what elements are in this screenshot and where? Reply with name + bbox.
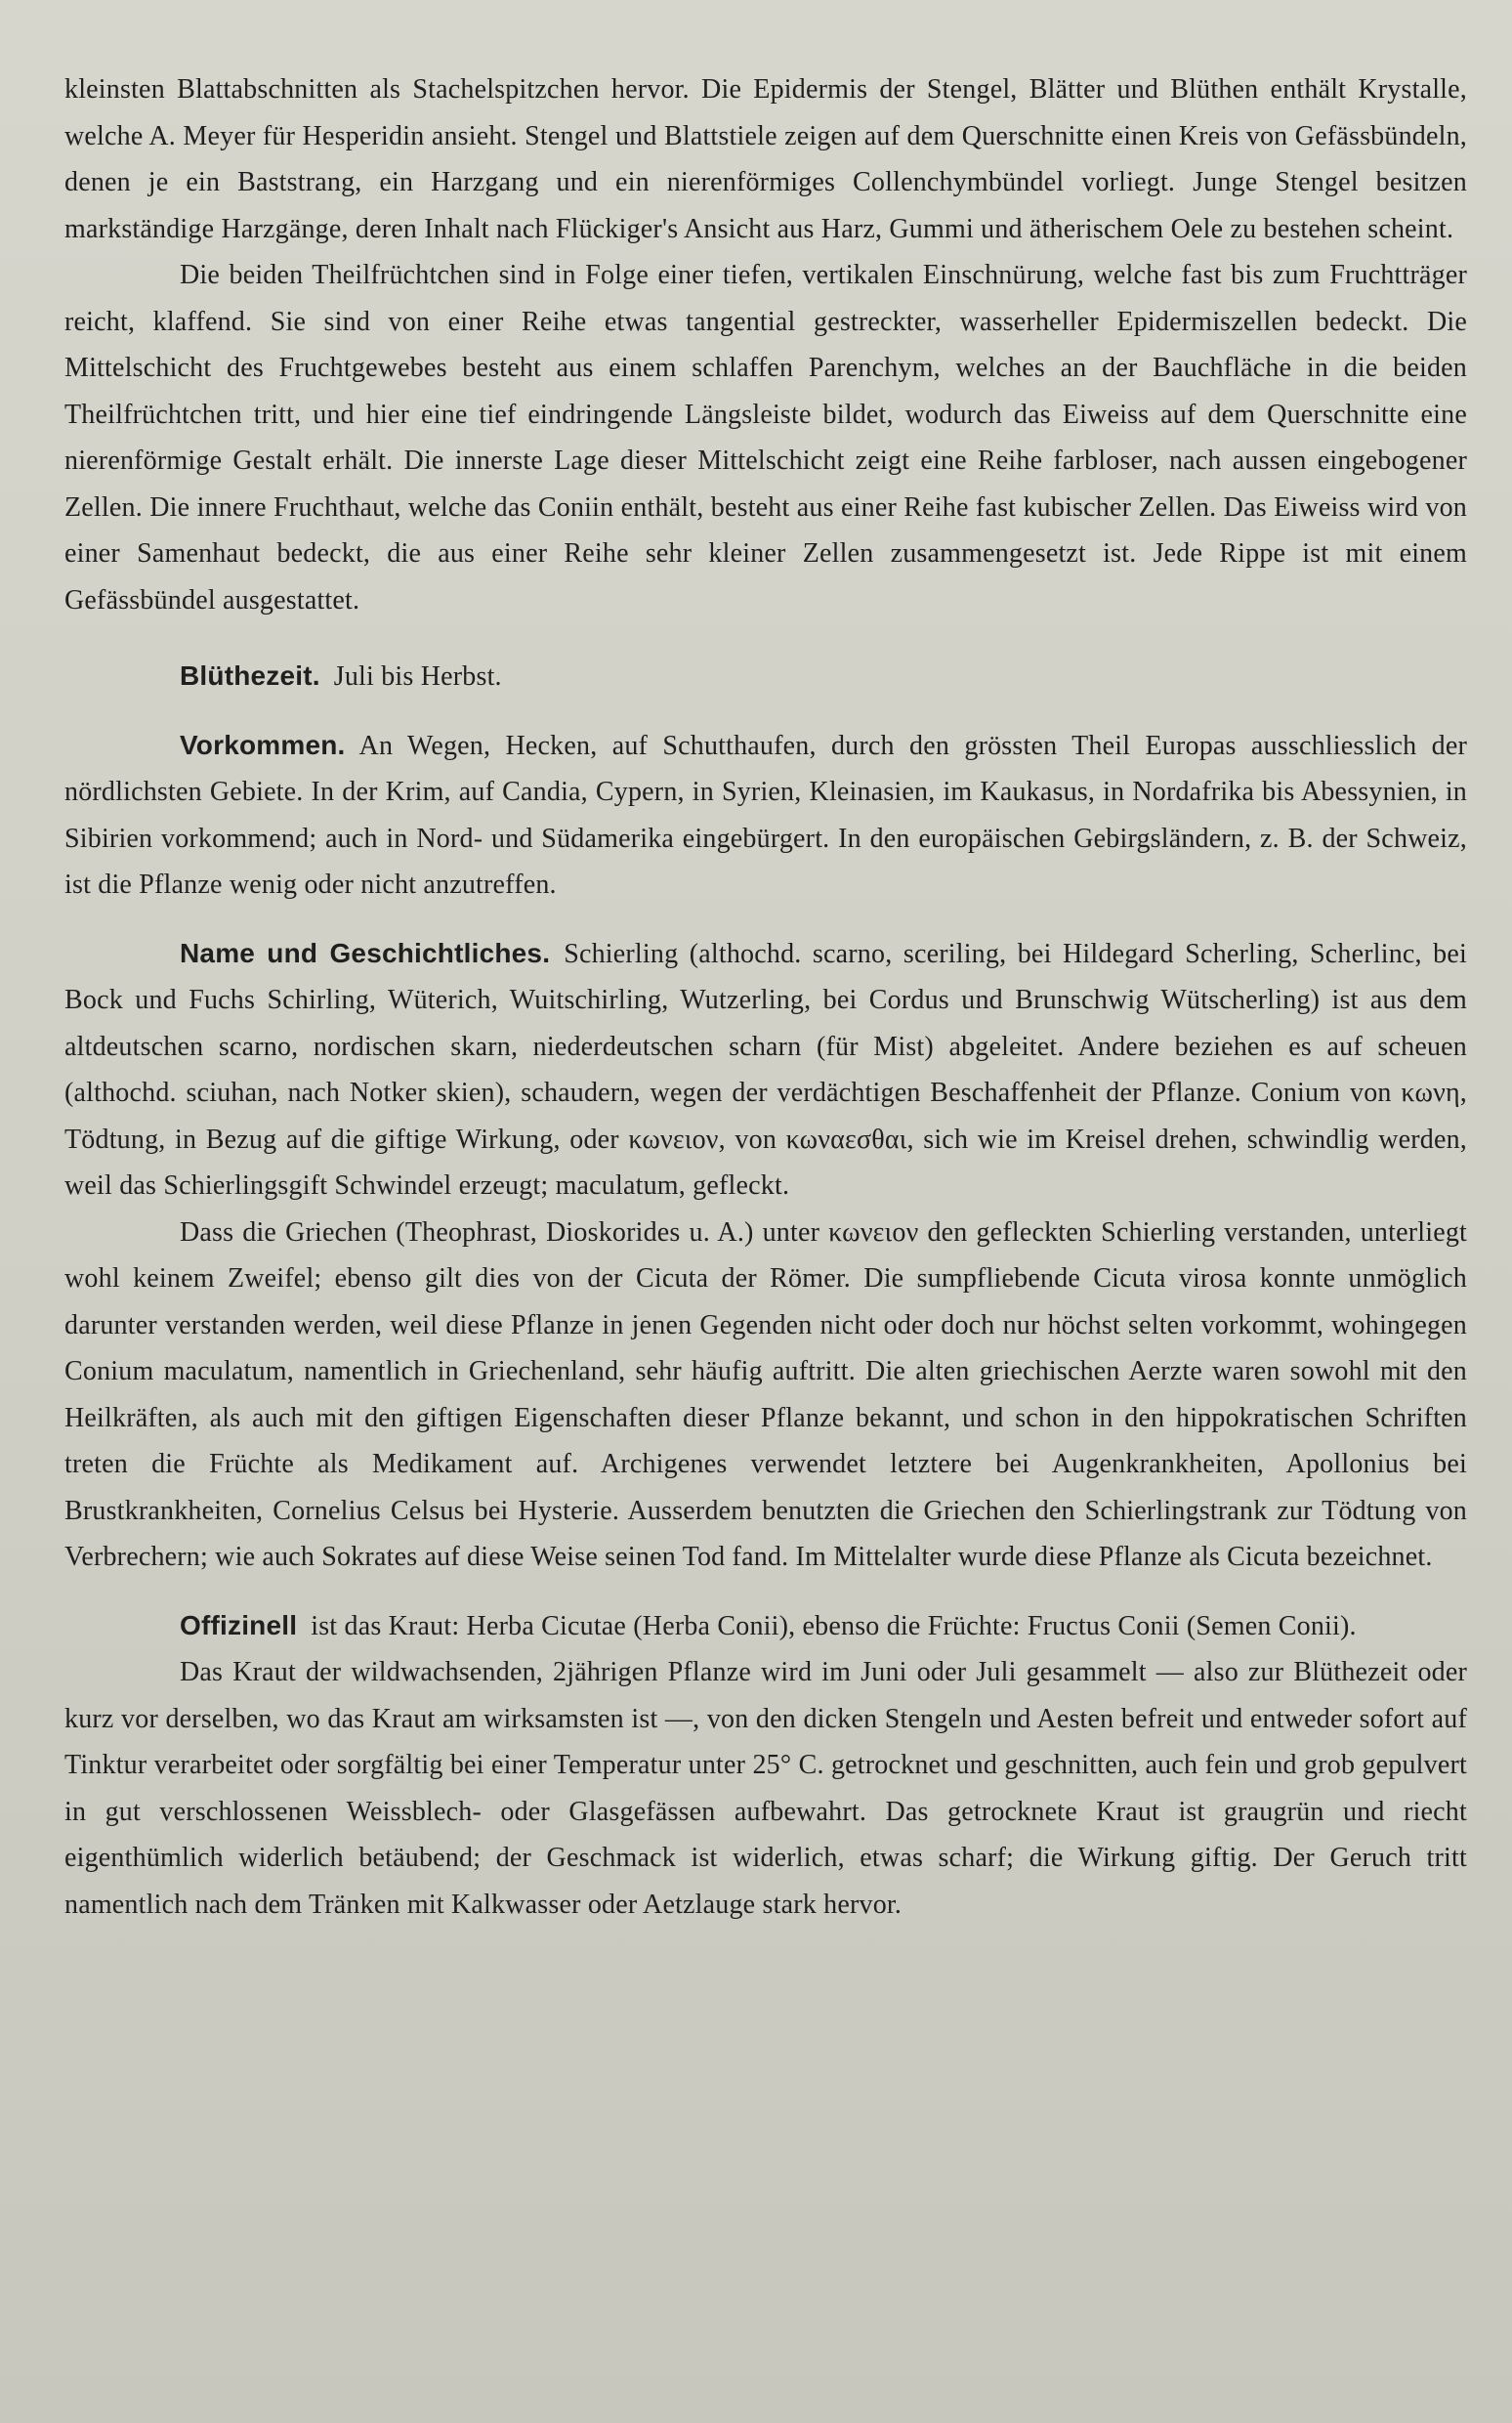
- paragraph-griechen: Dass die Griechen (Theophrast, Dioskorides u. A.) unter κωνειον den gefleckten Schierling verstanden, unterliegt wohl keinem Zweifel; ebenso gilt dies von der Cicuta der Römer. Die sumpfliebende Cicuta virosa konnte unmöglich darunter verstanden werden, weil diese Pflanze in jenen Gegenden nicht oder doch nur höchst selten vorkommt, wohingegen Conium maculatum, namentlich in Griechenland, sehr häufig auftritt. Die alten griechischen Aerzte waren sowohl mit den Heilkräften, als auch mit den giftigen Eigenschaften dieser Pflanze bekannt, und schon in den hippokratischen Schriften treten die Früchte als Medikament auf. Archigenes verwendet letztere bei Augenkrankheiten, Apollonius bei Brustkrankheiten, Cornelius Celsus bei Hysterie. Ausserdem benutzten die Griechen den Schierlingstrank zur Tödtung von Verbrechern; wie auch Sokrates auf diese Weise seinen Tod fand. Im Mittelalter wurde diese Pflanze als Cicuta bezeichnet.: [64, 1216, 1467, 1572]
- name-text: Schierling (althochd. scarno, sceriling, bei Hildegard Scherling, Scherlinc, bei Bock und Fuchs Schirling, Wüterich, Wuitschirling, Wutzerling, bei Cordus und Brunschwig Wütscherling) ist aus dem altdeutschen scarno, nordischen skarn, niederdeutschen scharn (für Mist) abgeleitet. Andere beziehen es auf scheuen (althochd. sciuhan, nach Notker skien), schaudern, wegen der verdächtigen Beschaffenheit der Pflanze. Conium von κωνη, Tödtung, in Bezug auf die giftige Wirkung, oder κωνειον, von κωναεσθαι, sich wie im Kreisel drehen, schwindlig werden, weil das Schierlingsgift Schwindel erzeugt; maculatum, gefleckt.: [64, 938, 1467, 1201]
- page-text: [64, 66, 1467, 1928]
- offizinell-text: ist das Kraut: Herba Cicutae (Herba Conii), ebenso die Früchte: Fructus Conii (Semen Conii).: [311, 1610, 1357, 1641]
- section-vorkommen: [64, 722, 1467, 909]
- paragraph-anatomy: kleinsten Blattabschnitten als Stachelspitzchen hervor. Die Epidermis der Stengel, Blätter und Blüthen enthält Krystalle, welche A. Meyer für Hesperidin ansieht. Stengel und Blattstiele zeigen auf dem Querschnitte einen Kreis von Gefässbündeln, denen je ein Baststrang, ein Harzgang und ein nierenförmiges Collenchymbündel vorliegt. Junge Stengel besitzen markständige Harzgänge, deren Inhalt nach Flückiger's Ansicht aus Harz, Gummi und ätherischem Oele zu bestehen scheint.: [64, 74, 1467, 244]
- section-bluethezeit: [64, 653, 1467, 701]
- vorkommen-text: An Wegen, Hecken, auf Schutthaufen, durch den grössten Theil Europas ausschliesslich der nördlichsten Gebiete. In der Krim, auf Candia, Cypern, in Syrien, Kleinasien, im Kaukasus, in Nordafrika bis Abessynien, in Sibirien vorkommend; auch in Nord- und Südamerika eingebürgert. In den europäischen Gebirgsländern, z. B. der Schweiz, ist die Pflanze wenig oder nicht anzutreffen.: [64, 730, 1467, 900]
- bluethezeit-text: Juli bis Herbst.: [333, 661, 502, 692]
- heading-name: Name und Geschichtliches.: [180, 937, 551, 968]
- paragraph-kraut: Das Kraut der wildwachsenden, 2jährigen Pflanze wird im Juni oder Juli gesammelt — also zur Blüthezeit oder kurz vor derselben, wo das Kraut am wirksamsten ist —, von den dicken Stengeln und Aesten befreit und entweder sofort auf Tinktur verarbeitet oder sorgfältig bei einer Temperatur unter 25° C. getrocknet und geschnitten, auch fein und grob gepulvert in gut verschlossenen Weissblech- oder Glasgefässen aufbewahrt. Das getrocknete Kraut ist graugrün und riecht eigenthümlich widerlich betäubend; der Geschmack ist widerlich, etwas scharf; die Wirkung giftig. Der Geruch tritt namentlich nach dem Tränken mit Kalkwasser oder Aetzlauge stark hervor.: [64, 1657, 1467, 1920]
- heading-bluethezeit: Blüthezeit.: [180, 660, 320, 691]
- heading-vorkommen: Vorkommen.: [180, 729, 346, 760]
- paragraph-fruit: Die beiden Theilfrüchtchen sind in Folge einer tiefen, vertikalen Einschnürung, welche fast bis zum Fruchtträger reicht, klaffend. Sie sind von einer Reihe etwas tangential gestreckter, wasserheller Epidermiszellen bedeckt. Die Mittelschicht des Fruchtgewebes besteht aus einem schlaffen Parenchym, welches an der Bauchfläche in die beiden Theilfrüchtchen tritt, und hier eine tief eindringende Längsleiste bildet, wodurch das Eiweiss auf dem Querschnitte eine nierenförmige Gestalt erhält. Die innerste Lage dieser Mittelschicht zeigt eine Reihe farbloser, nach aussen eingebogener Zellen. Die innere Fruchthaut, welche das Coniin enthält, besteht aus einer Reihe fast kubischer Zellen. Das Eiweiss wird von einer Samenhaut bedeckt, die aus einer Reihe sehr kleiner Zellen zusammengesetzt ist. Jede Rippe ist mit einem Gefässbündel ausgestattet.: [64, 260, 1467, 616]
- heading-offizinell: Offizinell: [180, 1609, 298, 1640]
- section-offizinell: [64, 1602, 1467, 1650]
- section-name: [64, 930, 1467, 1210]
